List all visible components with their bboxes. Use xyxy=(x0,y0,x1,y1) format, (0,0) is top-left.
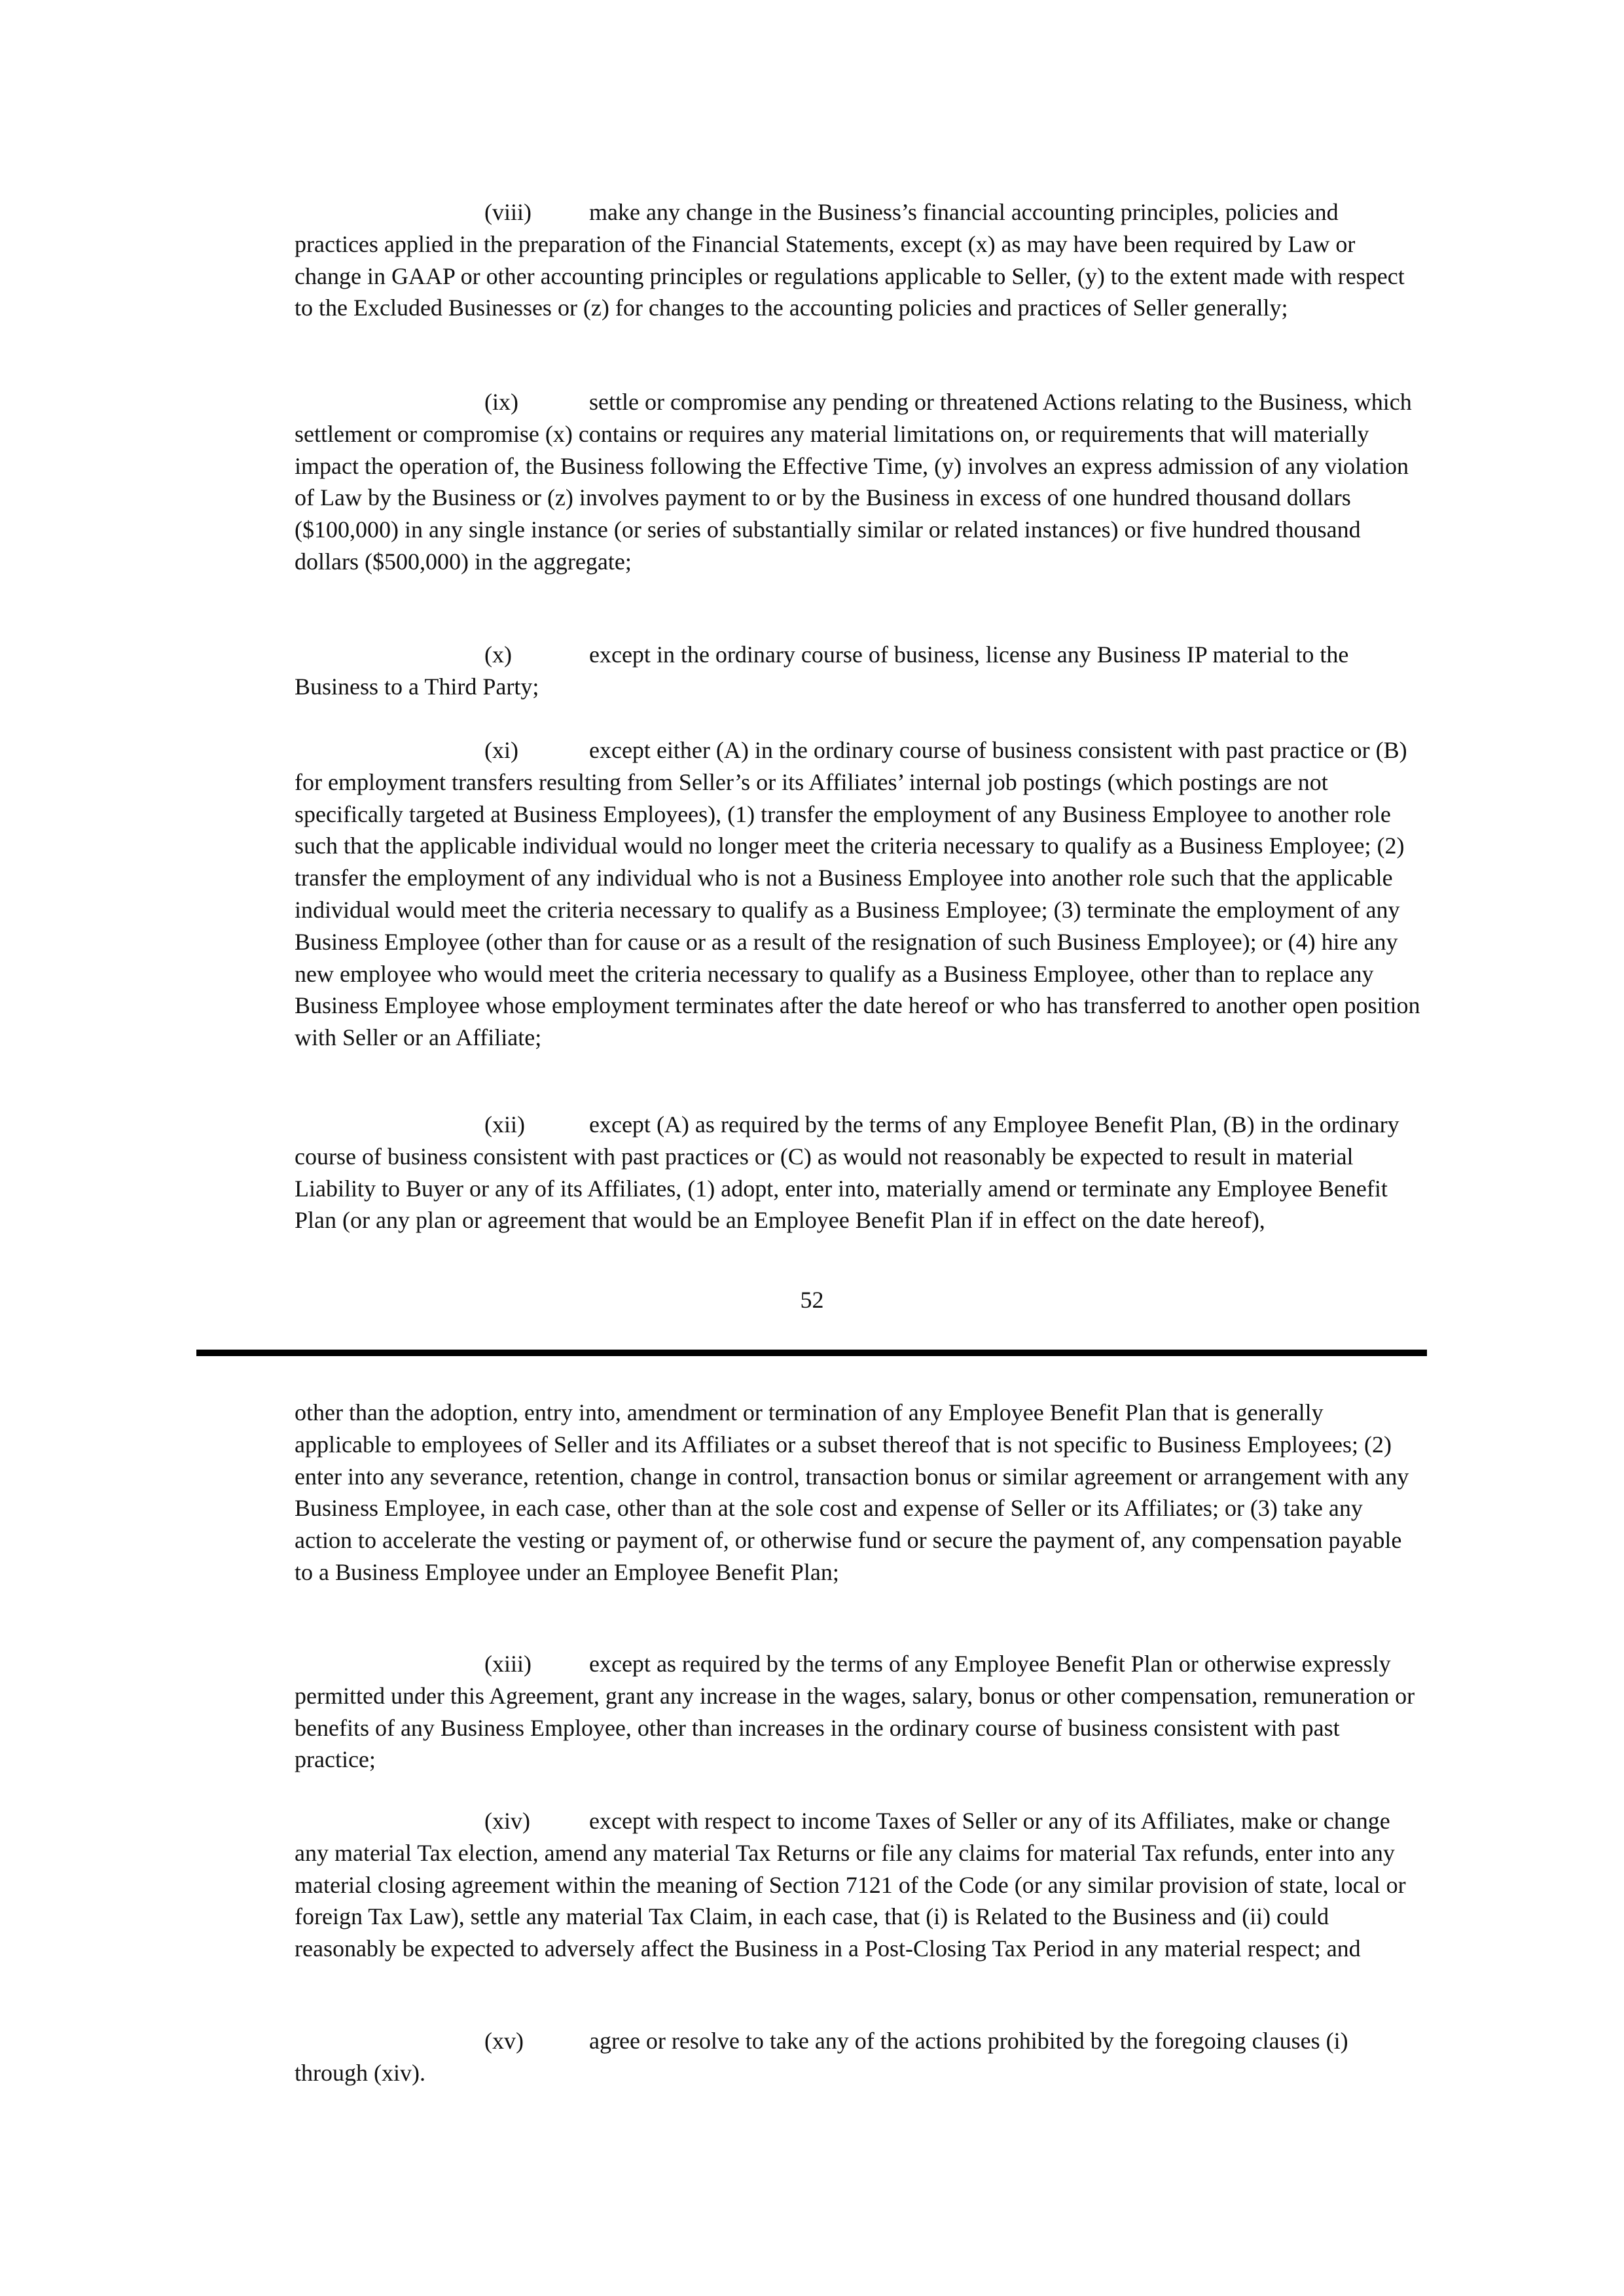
clause-xii xyxy=(295,1109,1420,1236)
clause-ix xyxy=(295,386,1420,578)
clause-number: (xiv) xyxy=(484,1808,530,1834)
clause-xiv xyxy=(295,1805,1420,1965)
clause-text: settle or compromise any pending or threatened Actions relating to the Business, which settlement or compromise (x) contains or requires any material limitations on, or requirements that will materially impact the operation of, the Business following the Effective Time, (y) involves an express admission of any violation of Law by the Business or (z) involves payment to or by the Business in excess of one hundred thousand dollars ($100,000) in any single instance (or series of substantially similar or related instances) or five hundred thousand dollars ($500,000) in the aggregate; xyxy=(295,389,1412,575)
clause-text: other than the adoption, entry into, amendment or termination of any Employee Benefit Plan that is generally applicable to employees of Seller and its Affiliates or a subset thereof that is not specific to Business Employees; (2) enter into any severance, retention, change in control, transaction bonus or similar agreement or arrangement with any Business Employee, in each case, other than at the sole cost and expense of Seller or its Affiliates; or (3) take any action to accelerate the vesting or payment of, or otherwise fund or secure the payment of, any compensation payable to a Business Employee under an Employee Benefit Plan; xyxy=(295,1399,1409,1585)
clause-number: (x) xyxy=(484,641,512,668)
clause-xi xyxy=(295,734,1420,1054)
clause-number: (ix) xyxy=(484,389,518,415)
clause-xii-continuation xyxy=(295,1397,1420,1588)
clause-xiii xyxy=(295,1648,1420,1776)
clause-number: (xv) xyxy=(484,2028,524,2054)
clause-text: except (A) as required by the terms of any Employee Benefit Plan, (B) in the ordinary course of business consistent with past practices or (C) as would not reasonably be expected to result in material Liability to Buyer or any of its Affiliates, (1) adopt, enter into, materially amend or terminate any Employee Benefit Plan (or any plan or agreement that would be an Employee Benefit Plan if in effect on the date hereof), xyxy=(295,1111,1399,1234)
page-break-rule xyxy=(196,1350,1427,1356)
clause-number: (xi) xyxy=(484,737,518,763)
clause-text: except with respect to income Taxes of Seller or any of its Affiliates, make or change any material Tax election, amend any material Tax Returns or file any claims for material Tax refunds, enter into any material closing agreement within the meaning of Section 7121 of the Code (or any similar provision of state, local or foreign Tax Law), settle any material Tax Claim, in each case, that (i) is Related to the Business and (ii) could reasonably be expected to adversely affect the Business in a Post-Closing Tax Period in any material respect; and xyxy=(295,1808,1406,1962)
clause-text: except in the ordinary course of business, license any Business IP material to the Business to a Third Party; xyxy=(295,641,1349,700)
clause-number: (viii) xyxy=(484,199,532,225)
clause-x xyxy=(295,639,1420,703)
clause-text: except as required by the terms of any Employee Benefit Plan or otherwise expressly permitted under this Agreement, grant any increase in the wages, salary, bonus or other compensation, remuneration or benefits of any Business Employee, other than increases in the ordinary course of business consistent with past practice; xyxy=(295,1651,1415,1773)
clause-number: (xii) xyxy=(484,1111,525,1138)
clause-text: agree or resolve to take any of the actions prohibited by the foregoing clauses (i) through (xiv). xyxy=(295,2028,1348,2086)
clause-xv xyxy=(295,2025,1420,2089)
clause-number: (xiii) xyxy=(484,1651,532,1677)
clause-viii xyxy=(295,196,1420,324)
page-number: 52 xyxy=(800,1287,824,1313)
clause-text: except either (A) in the ordinary course of business consistent with past practice or (B) for employment transfers resulting from Seller’s or its Affiliates’ internal job postings (which postings are not specifically targeted at Business Employees), (1) transfer the employment of any Business Employee to another role such that the applicable individual would no longer meet the criteria necessary to qualify as a Business Employee; (2) transfer the employment of any individual who is not a Business Employee into another role such that the applicable individual would meet the criteria necessary to qualify as a Business Employee; (3) terminate the employment of any Business Employee (other than for cause or as a result of the resignation of such Business Employee); or (4) hire any new employee who would meet the criteria necessary to qualify as a Business Employee, other than to replace any Business Employee whose employment terminates after the date hereof or who has transferred to another open position with Seller or an Affiliate; xyxy=(295,737,1420,1051)
clause-text: make any change in the Business’s financial accounting principles, policies and practices applied in the preparation of the Financial Statements, except (x) as may have been required by Law or change in GAAP or other accounting principles or regulations applicable to Seller, (y) to the extent made with respect to the Excluded Businesses or (z) for changes to the accounting policies and practices of Seller generally; xyxy=(295,199,1405,321)
